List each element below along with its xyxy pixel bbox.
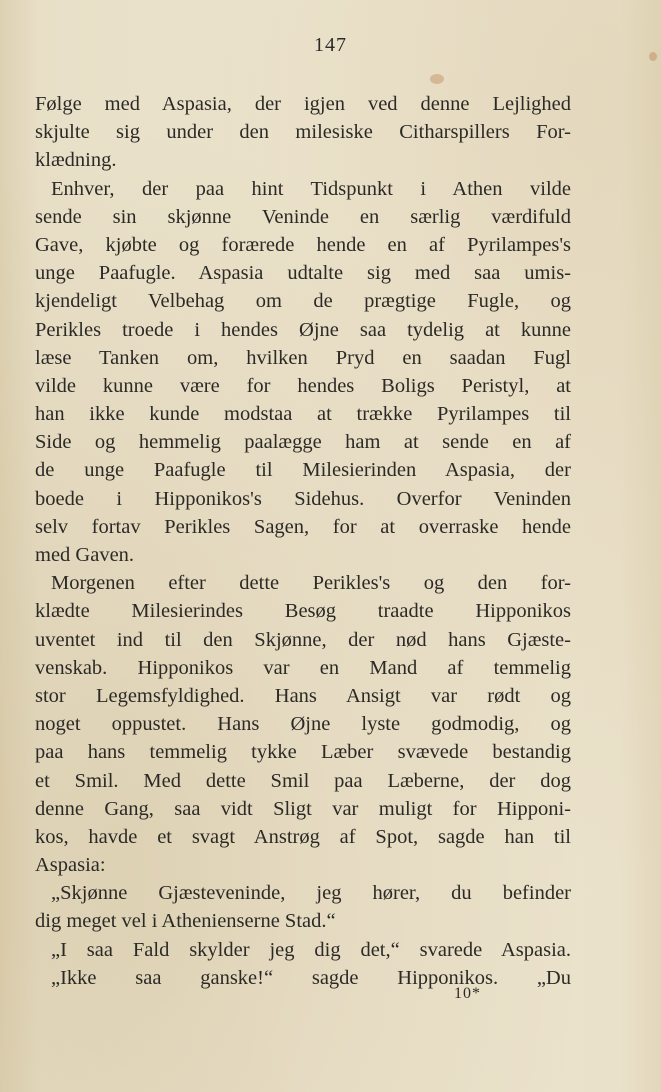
text-line: Enhver, der paa hint Tidspunkt i Athen vilde (51, 177, 571, 200)
text-line: venskab. Hipponikos var en Mand af temmelig (35, 656, 571, 679)
text-line: sende sin skjønne Veninde en særlig værdifuld (35, 205, 571, 228)
text-line: dig meget vel i Athenienserne Stad.“ (35, 910, 336, 933)
text-line: stor Legemsfyldighed. Hans Ansigt var rødt og (35, 684, 571, 707)
text-line: klædte Milesierindes Besøg traadte Hipponikos (35, 600, 571, 623)
body-text (35, 90, 571, 992)
text-line: uventet ind til den Skjønne, der nød hans Gjæste- (35, 628, 571, 651)
text-line: denne Gang, saa vidt Sligt var muligt for Hipponi- (35, 797, 571, 820)
text-line: Aspasia: (35, 854, 106, 877)
ink-stain (430, 74, 444, 84)
signature-mark: 10* (454, 985, 481, 1002)
text-line: Side og hemmelig paalægge ham at sende en af (35, 431, 571, 454)
text-line: de unge Paafugle til Milesierinden Aspasia, der (35, 459, 571, 482)
text-line: Morgenen efter dette Perikles's og den for- (51, 572, 571, 595)
text-line: Følge med Aspasia, der igjen ved denne Lejlighed (35, 93, 571, 115)
text-line: klædning. (35, 149, 117, 172)
text-line: Perikles troede i hendes Øjne saa tydelig at kunne (35, 318, 571, 341)
text-line: Gave, kjøbte og forærede hende en af Pyrilampes's (35, 233, 571, 256)
text-line: et Smil. Med dette Smil paa Læberne, der dog (35, 769, 571, 792)
text-line: læse Tanken om, hvilken Pryd en saadan Fugl (35, 346, 571, 369)
text-line: selv fortav Perikles Sagen, for at overraske hende (35, 515, 571, 538)
page-number: 147 (314, 34, 347, 56)
text-line: „Skjønne Gjæsteveninde, jeg hører, du befinder (51, 882, 571, 905)
text-line: kjendeligt Velbehag om de prægtige Fugle, og (35, 290, 571, 313)
text-line: noget oppustet. Hans Øjne lyste godmodig, og (35, 713, 571, 736)
text-line: „Ikke saa ganske!“ sagde Hipponikos. „Du (51, 966, 571, 989)
text-line: boede i Hipponikos's Sidehus. Overfor Veninden (35, 487, 571, 510)
text-line: vilde kunne være for hendes Boligs Peristyl, at (35, 374, 571, 397)
text-line: med Gaven. (35, 544, 135, 566)
text-line: „I saa Fald skylder jeg dig det,“ svarede Aspasia. (51, 938, 571, 961)
text-line: paa hans temmelig tykke Læber svævede bestandig (35, 741, 571, 764)
text-line: kos, havde et svagt Anstrøg af Spot, sagde han til (35, 825, 571, 848)
text-line: han ikke kunde modstaa at trække Pyrilampes til (35, 403, 571, 426)
text-line: skjulte sig under den milesiske Citharspillers For- (35, 121, 571, 144)
text-line: unge Paafugle. Aspasia udtalte sig med saa umis- (35, 262, 571, 285)
